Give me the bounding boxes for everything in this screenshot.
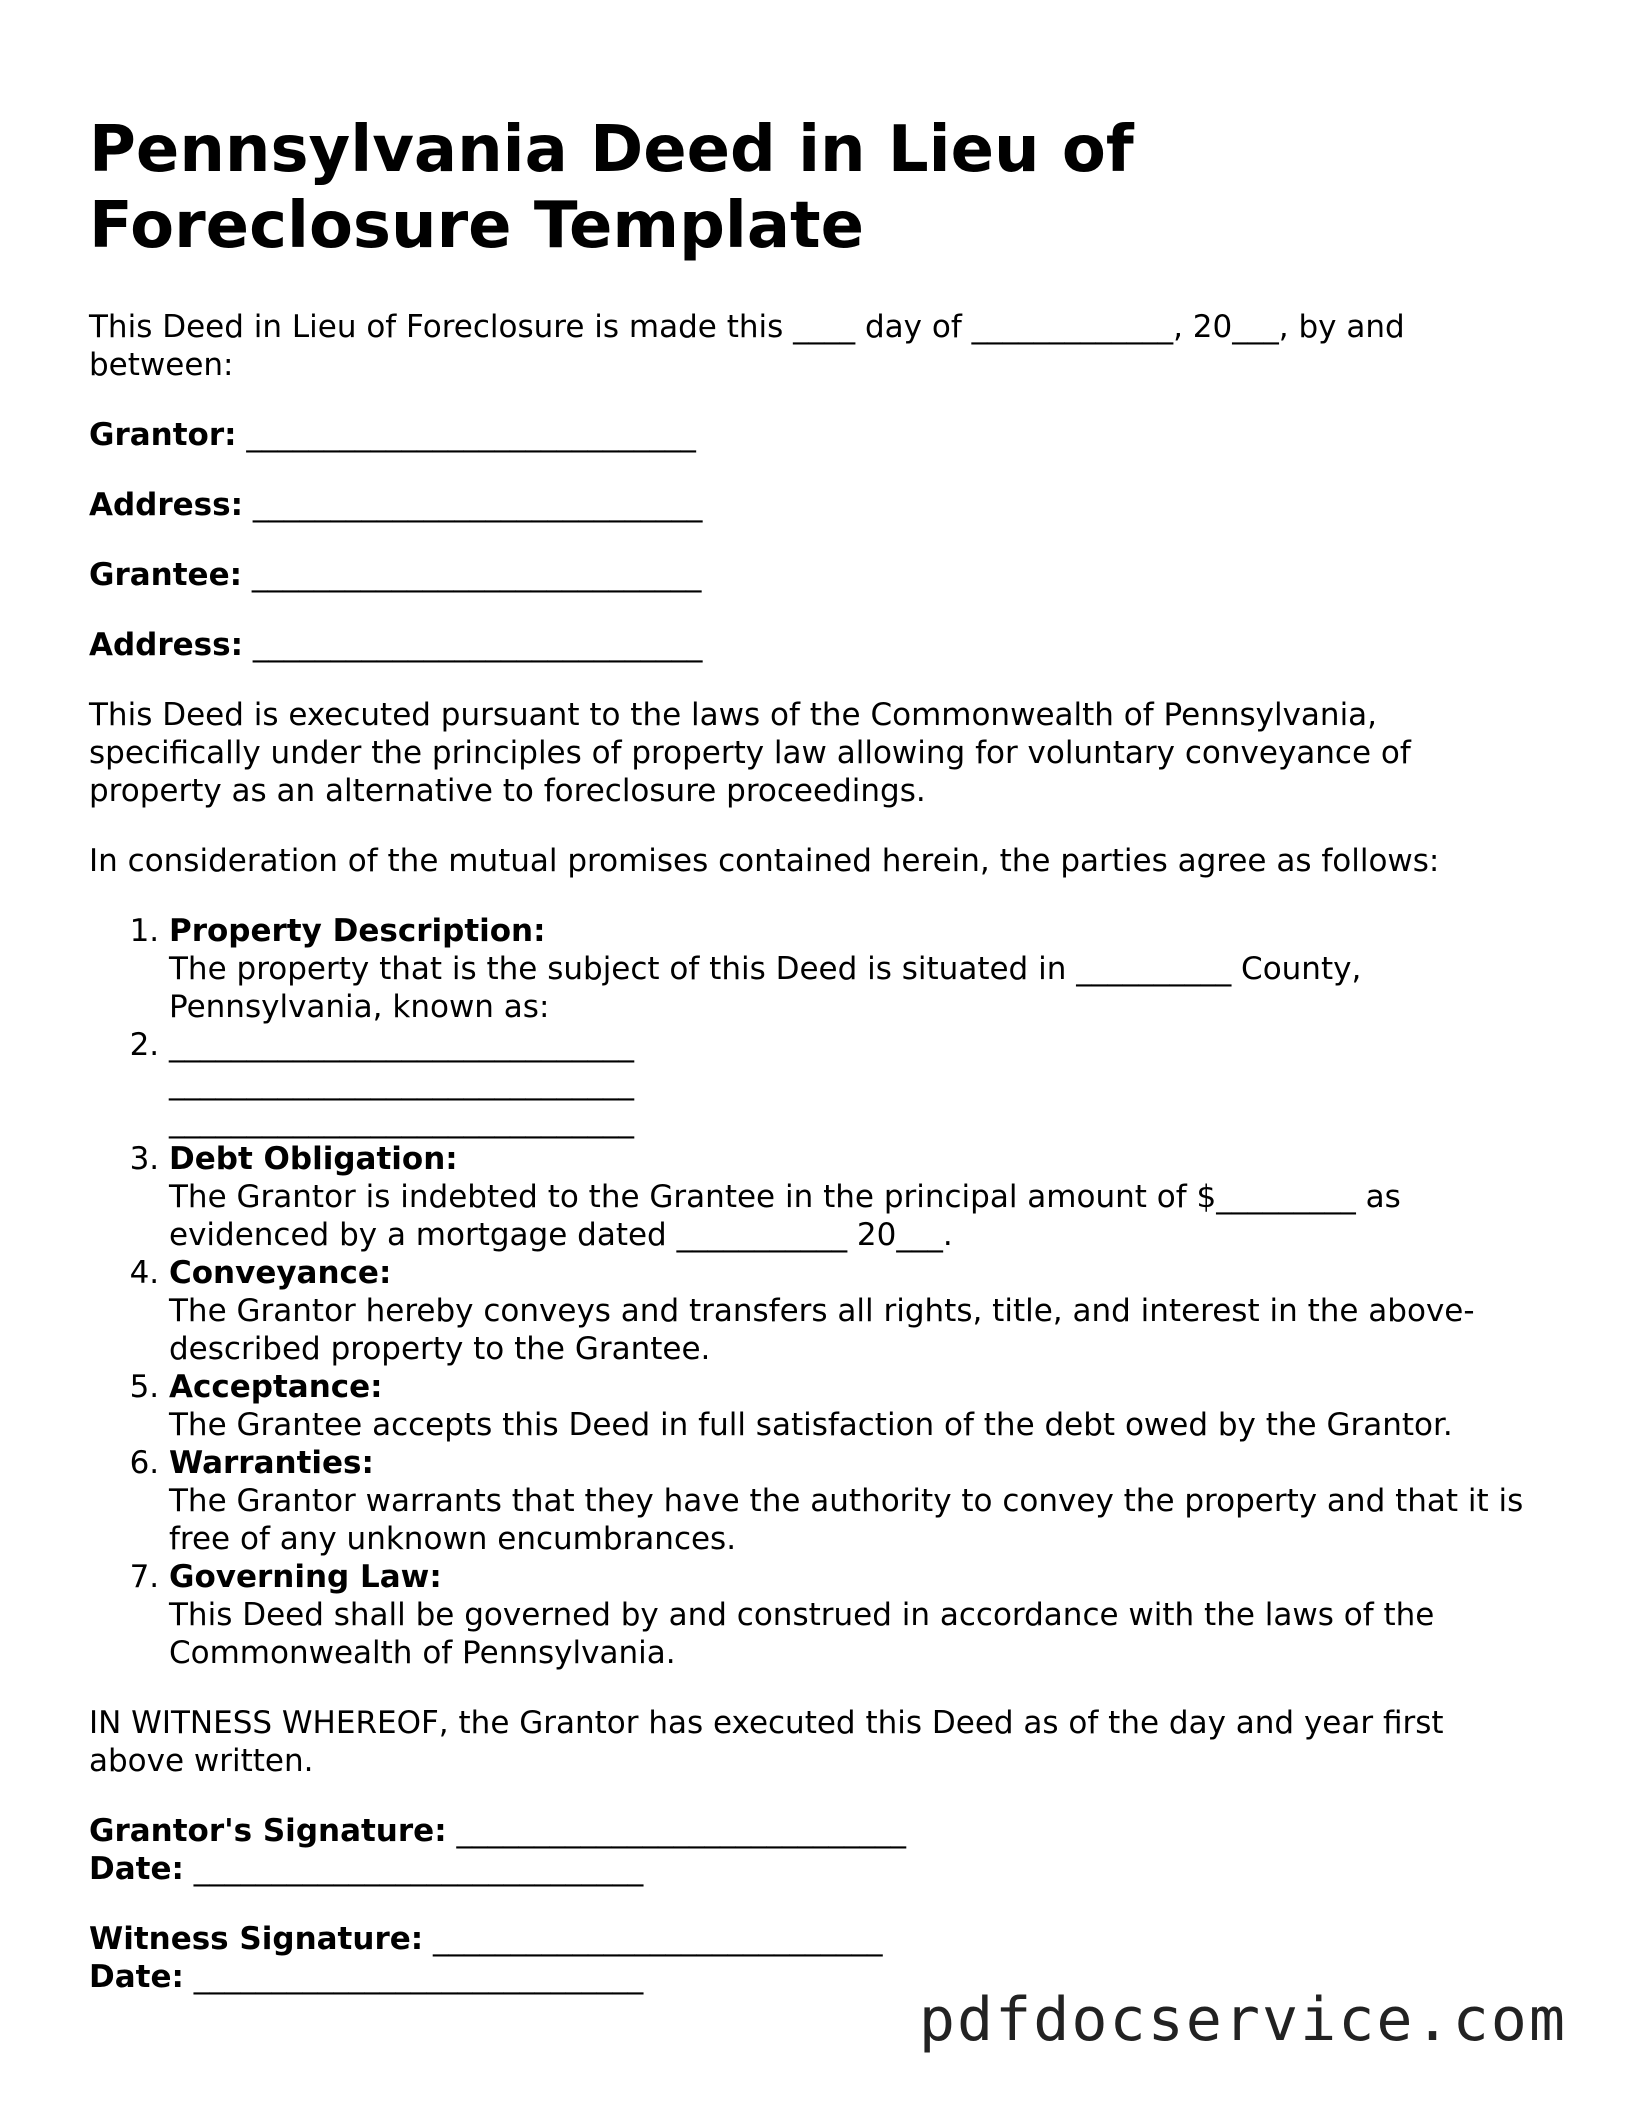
grantor-signature-block bbox=[89, 1812, 1539, 1888]
grantee-label: Grantee: bbox=[89, 557, 242, 593]
intro-paragraph: This Deed in Lieu of Foreclosure is made this ____ day of _____________, 20___, by and between: bbox=[89, 309, 1405, 383]
witness-signature-line bbox=[89, 1920, 1539, 1958]
watermark-text: pdfdocservice.com bbox=[918, 1985, 1567, 2055]
property-blank-line: ______________________________ bbox=[169, 1103, 634, 1139]
grantor-address-label: Address: bbox=[89, 487, 243, 523]
terms-list bbox=[89, 912, 1539, 1672]
term-body: The Grantor is indebted to the Grantee in the principal amount of $_________ as evidenced by a mortgage dated ___________ 20___. bbox=[169, 1179, 1401, 1253]
term-property-description bbox=[169, 912, 1539, 1026]
grantor-date-label: Date: bbox=[89, 1851, 184, 1887]
term-body: The property that is the subject of this Deed is situated in __________ County, Pennsylvania, known as: bbox=[169, 951, 1362, 1025]
term-body: The Grantor warrants that they have the authority to convey the property and that it is free of any unknown encumbrances. bbox=[169, 1483, 1524, 1557]
property-blank-line: 2. ______________________________ bbox=[169, 1027, 634, 1063]
term-body: This Deed shall be governed by and construed in accordance with the laws of the Commonwealth of Pennsylvania. bbox=[169, 1597, 1435, 1671]
grantor-signature-blank: _____________________________ bbox=[456, 1813, 906, 1849]
witness-date-label: Date: bbox=[89, 1959, 184, 1995]
document-title: Pennsylvania Deed in Lieu of Foreclosure Template bbox=[89, 113, 1134, 263]
grantor-field bbox=[89, 416, 1539, 454]
term-title: 6. Warranties: bbox=[169, 1445, 374, 1481]
term-governing-law bbox=[169, 1558, 1539, 1672]
term-acceptance bbox=[169, 1368, 1539, 1444]
consideration-paragraph: In consideration of the mutual promises contained herein, the parties agree as follows: bbox=[89, 843, 1440, 879]
grantee-address-blank: _____________________________ bbox=[252, 627, 703, 663]
grantee-address-label: Address: bbox=[89, 627, 243, 663]
term-title: 7. Governing Law: bbox=[169, 1559, 442, 1595]
term-body: The Grantor hereby conveys and transfers all rights, title, and interest in the above-described property to the Grantee. bbox=[169, 1293, 1475, 1367]
witness-clause: IN WITNESS WHEREOF, the Grantor has executed this Deed as of the day and year first above written. bbox=[89, 1705, 1444, 1779]
term-title: 1. Property Description: bbox=[169, 913, 546, 949]
term-conveyance bbox=[169, 1254, 1539, 1368]
witness-signature-blank: _____________________________ bbox=[433, 1921, 883, 1957]
document-page bbox=[89, 112, 1539, 2028]
term-body: The Grantee accepts this Deed in full satisfaction of the debt owed by the Grantor. bbox=[169, 1407, 1453, 1443]
grantee-field bbox=[89, 556, 1539, 594]
grantor-address-field bbox=[89, 486, 1539, 524]
grantor-label: Grantor: bbox=[89, 417, 237, 453]
grantor-date-line bbox=[89, 1850, 1539, 1888]
term-title: 4. Conveyance: bbox=[169, 1255, 392, 1291]
grantor-address-blank: _____________________________ bbox=[252, 487, 703, 523]
grantor-signature-label: Grantor's Signature: bbox=[89, 1813, 447, 1849]
pursuant-paragraph: This Deed is executed pursuant to the laws of the Commonwealth of Pennsylvania, specifically under the principles of property law allowing for voluntary conveyance of property as an alternative to foreclosure proceedings. bbox=[89, 697, 1411, 809]
term-title: 5. Acceptance: bbox=[169, 1369, 383, 1405]
term-property-blanks bbox=[169, 1026, 1539, 1140]
term-warranties bbox=[169, 1444, 1539, 1558]
witness-date-blank: _____________________________ bbox=[193, 1959, 644, 1995]
term-title: 3. Debt Obligation: bbox=[169, 1141, 458, 1177]
witness-signature-label: Witness Signature: bbox=[89, 1921, 424, 1957]
property-blank-line: ______________________________ bbox=[169, 1065, 634, 1101]
term-debt-obligation bbox=[169, 1140, 1539, 1254]
grantor-signature-line bbox=[89, 1812, 1539, 1850]
grantor-date-blank: _____________________________ bbox=[193, 1851, 644, 1887]
grantor-blank: _____________________________ bbox=[246, 417, 696, 453]
grantee-address-field bbox=[89, 626, 1539, 664]
grantee-blank: _____________________________ bbox=[251, 557, 702, 593]
